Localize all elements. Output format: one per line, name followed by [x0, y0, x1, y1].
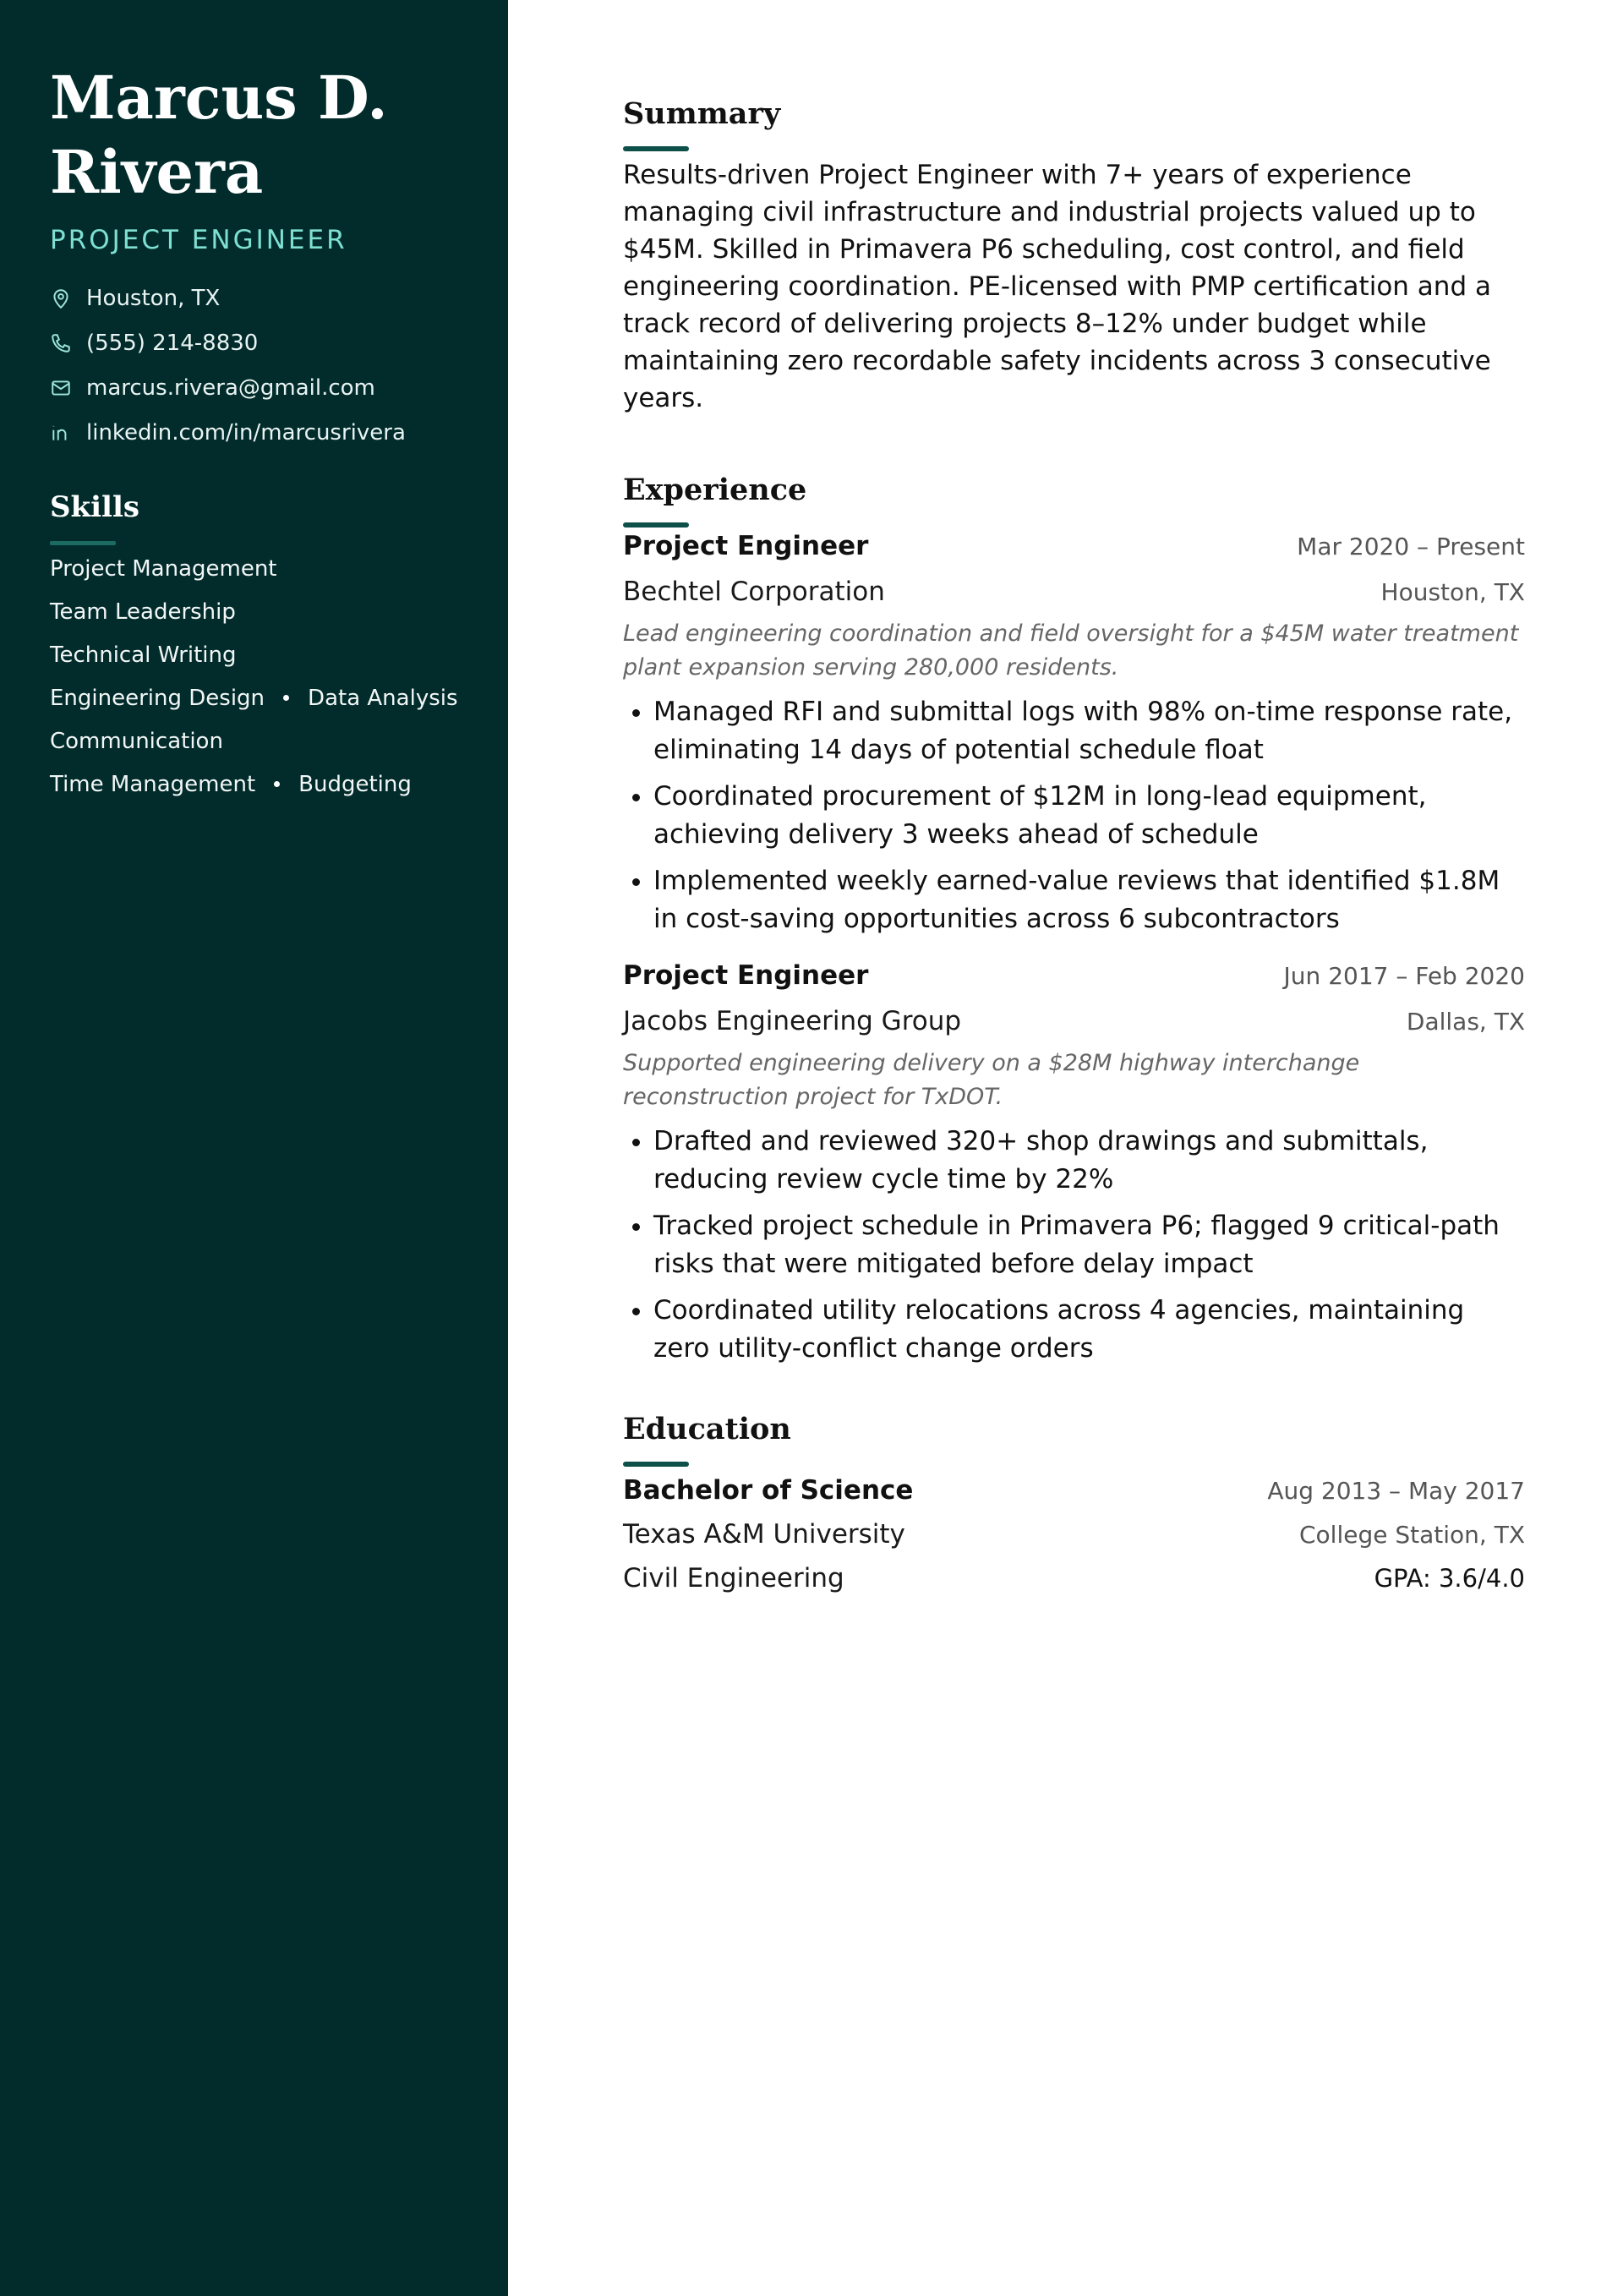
skill-item: Budgeting	[298, 771, 412, 797]
skill-row	[50, 547, 466, 590]
field-of-study: Civil Engineering	[623, 1563, 844, 1594]
job-description: Lead engineering coordination and field oversight for a $45M water treatment plant expansion serving 280,000 residents.	[623, 620, 1519, 681]
summary-rule	[623, 146, 689, 151]
job-title: Project Engineer	[623, 531, 869, 561]
location-pin-icon	[50, 287, 72, 309]
linkedin-icon	[50, 422, 72, 444]
main-content	[508, 0, 1623, 2296]
phone-icon	[50, 332, 72, 354]
skill-item: Time Management	[50, 771, 256, 797]
job-header	[623, 960, 1525, 991]
phone-text: (555) 214-8830	[86, 330, 259, 356]
job-title: Project Engineer	[623, 960, 869, 991]
bullet-dot	[283, 695, 289, 701]
summary-section	[623, 96, 1525, 417]
job-bullet: • Coordinated procurement of $12M in long-lead equipment, achieving delivery 3 weeks ahead of schedule	[653, 778, 1525, 854]
skill-row	[50, 633, 466, 676]
skill-row	[50, 590, 466, 633]
mail-icon	[50, 377, 72, 399]
skills-list	[50, 547, 466, 806]
job-dates: Mar 2020 – Present	[1297, 533, 1525, 560]
email-text: marcus.rivera@gmail.com	[86, 374, 375, 401]
job-bullets	[623, 693, 1525, 938]
education-rule	[623, 1462, 689, 1467]
skill-item: Data Analysis	[308, 685, 458, 711]
skill-item: Team Leadership	[50, 599, 236, 625]
experience-heading: Experience	[623, 473, 807, 507]
job-title: PROJECT ENGINEER	[50, 225, 347, 255]
job-entry	[623, 531, 1525, 938]
education-section	[623, 1412, 1525, 1594]
school-location: College Station, TX	[1299, 1521, 1525, 1549]
skill-row	[50, 763, 466, 806]
education-heading: Education	[623, 1412, 791, 1446]
job-dates: Jun 2017 – Feb 2020	[1283, 962, 1525, 990]
degree-name: Bachelor of Science	[623, 1475, 914, 1506]
school-row	[623, 1519, 1525, 1550]
job-location: Houston, TX	[1380, 578, 1525, 606]
name-line-1: Marcus D.	[50, 63, 388, 133]
linkedin-text: linkedin.com/in/marcusrivera	[86, 419, 406, 446]
skill-item: Communication	[50, 728, 223, 754]
summary-text: Results-driven Project Engineer with 7+ years of experience managing civil infrastructure and industrial projects valued up to $45M. Skilled in Primavera P6 scheduling, cost control, and field engineering coordination. PE-licensed with PMP certification and a track record of delivering projects 8–12% under budget while maintaining zero recordable safety incidents across 3 consecutive years.	[623, 160, 1491, 413]
job-company-row	[623, 1006, 1525, 1036]
degree-row	[623, 1475, 1525, 1506]
contact-email[interactable]	[50, 365, 466, 410]
job-header	[623, 531, 1525, 561]
field-row	[623, 1563, 1525, 1594]
job-bullet: • Managed RFI and submittal logs with 98% on-time response rate, eliminating 14 days of potential schedule float	[653, 693, 1525, 769]
job-entry	[623, 960, 1525, 1368]
school-name: Texas A&M University	[623, 1519, 905, 1550]
skill-row	[50, 676, 466, 719]
skill-item: Project Management	[50, 555, 277, 582]
skills-heading: Skills	[50, 490, 140, 524]
job-description: Supported engineering delivery on a $28M highway interchange reconstruction project for TxDOT.	[623, 1050, 1360, 1110]
company-name: Jacobs Engineering Group	[623, 1006, 962, 1036]
summary-heading: Summary	[623, 96, 781, 131]
experience-rule	[623, 522, 689, 528]
job-bullet: • Implemented weekly earned-value reviews that identified $1.8M in cost-saving opportunities across 6 subcontractors	[653, 862, 1525, 938]
name-line-2: Rivera	[50, 137, 264, 207]
bullet-dot	[274, 781, 280, 787]
job-bullet: • Tracked project schedule in Primavera P6; flagged 9 critical-path risks that were mitigated before delay impact	[653, 1207, 1525, 1283]
skill-item: Engineering Design	[50, 685, 265, 711]
job-bullet: • Drafted and reviewed 320+ shop drawings and submittals, reducing review cycle time by 22%	[653, 1123, 1525, 1199]
job-location: Dallas, TX	[1406, 1008, 1525, 1036]
contact-list	[50, 276, 466, 455]
job-bullet: • Coordinated utility relocations across 4 agencies, maintaining zero utility-conflict change orders	[653, 1292, 1525, 1368]
job-company-row	[623, 577, 1525, 607]
candidate-name	[50, 61, 466, 210]
skill-item: Technical Writing	[50, 642, 237, 668]
contact-phone[interactable]	[50, 320, 466, 365]
location-text: Houston, TX	[86, 285, 221, 311]
sidebar	[0, 0, 508, 2296]
company-name: Bechtel Corporation	[623, 577, 885, 607]
contact-location	[50, 276, 466, 320]
skills-rule	[50, 541, 116, 545]
education-dates: Aug 2013 – May 2017	[1267, 1477, 1525, 1505]
experience-section	[623, 473, 1525, 1368]
job-bullets	[623, 1123, 1525, 1368]
skill-row	[50, 719, 466, 763]
gpa: GPA: 3.6/4.0	[1374, 1564, 1525, 1593]
contact-linkedin[interactable]	[50, 410, 466, 455]
